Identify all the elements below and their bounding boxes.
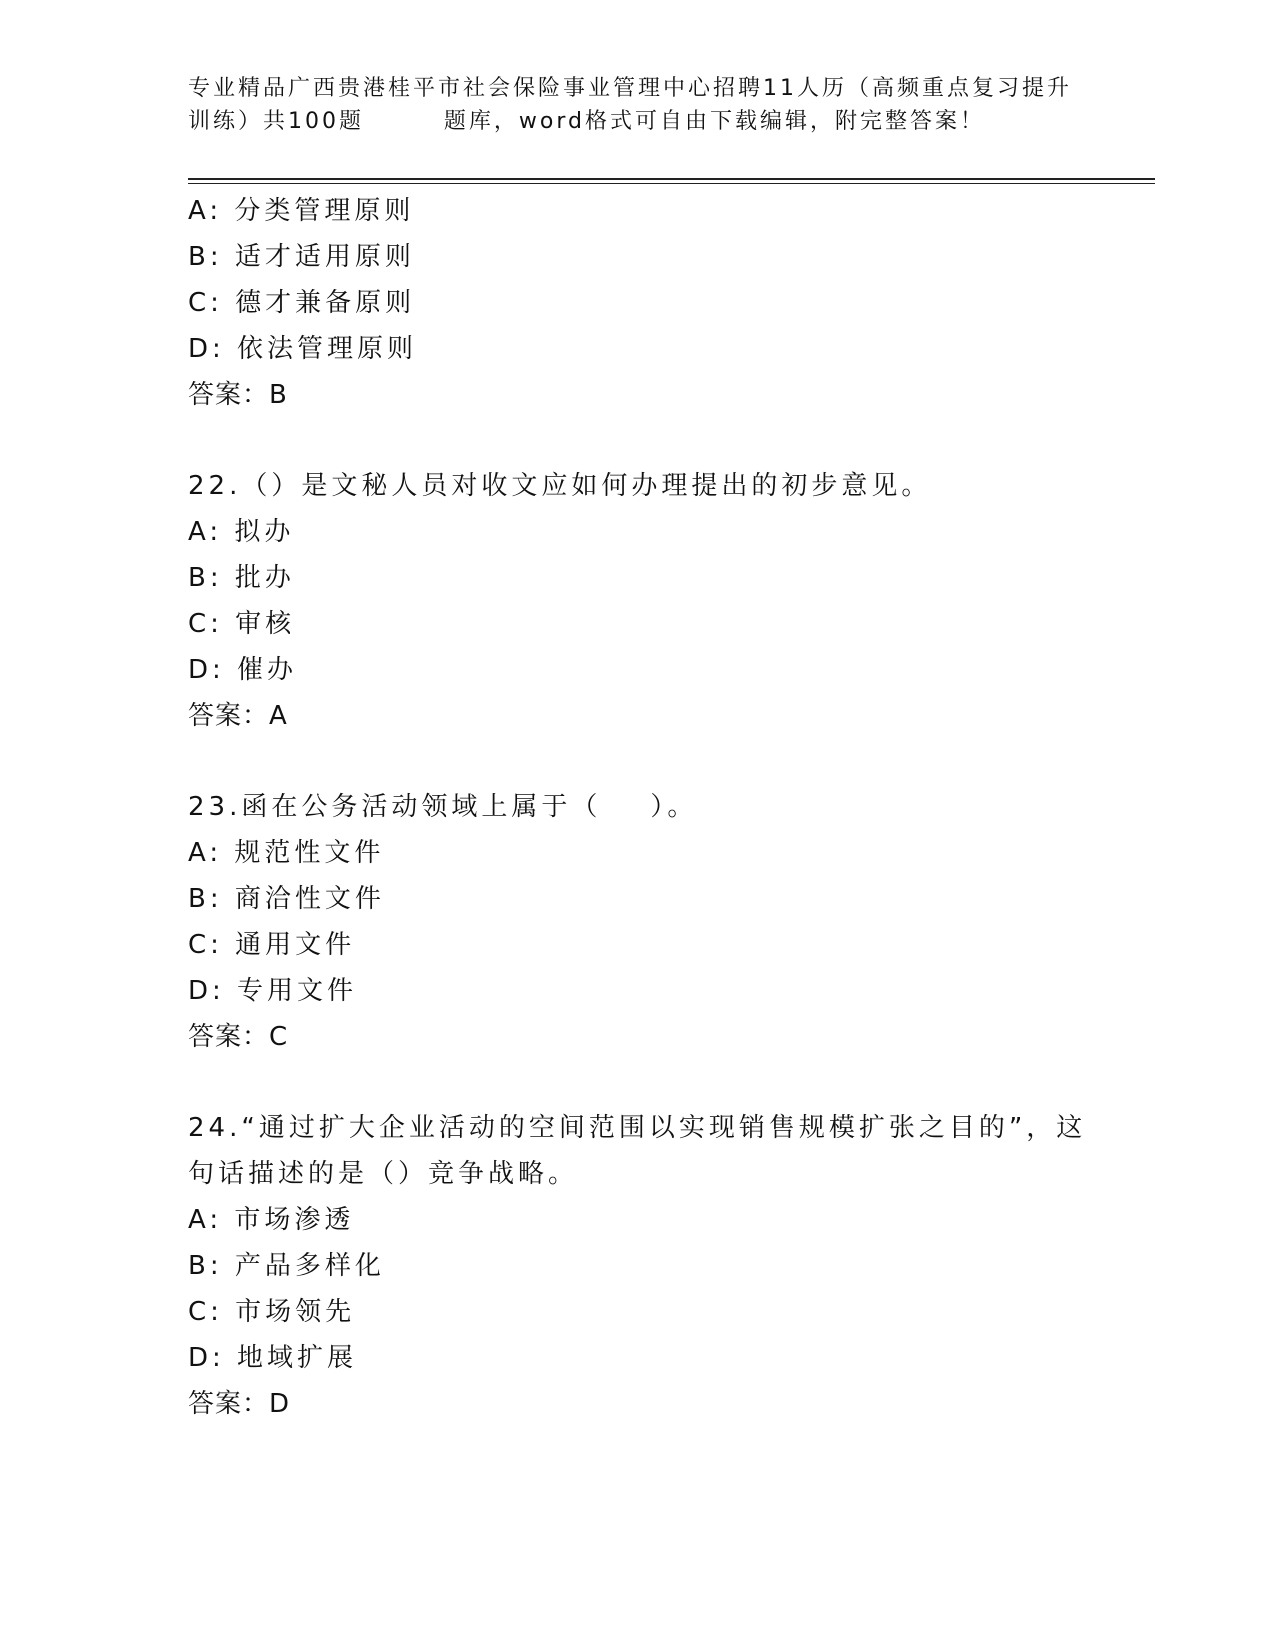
question-list <box>188 188 1088 1427</box>
answer: 答案：A <box>188 701 288 731</box>
option-d: D: 催办 <box>188 655 298 685</box>
option-b: B: 商洽性文件 <box>188 884 385 914</box>
option-d: D: 专用文件 <box>188 976 358 1006</box>
question-22 <box>188 463 1088 739</box>
option-c: C: 市场领先 <box>188 1297 356 1327</box>
option-c: C: 通用文件 <box>188 930 356 960</box>
option-b: B: 产品多样化 <box>188 1251 385 1281</box>
question-stem: 22.（）是文秘人员对收文应如何办理提出的初步意见。 <box>188 471 932 501</box>
question-stem-line-1: 24.“通过扩大企业活动的空间范围以实现销售规模扩张之目的”，这 <box>188 1113 1087 1143</box>
question-21 <box>188 188 1088 418</box>
option-c: C: 德才兼备原则 <box>188 288 416 318</box>
answer: 答案：C <box>188 1022 289 1052</box>
header-line-1: 专业精品广西贵港桂平市社会保险事业管理中心招聘11人历（高频重点复习提升 <box>188 76 1072 101</box>
question-stem-line-2: 句话描述的是（）竞争战略。 <box>188 1159 579 1189</box>
option-a: A: 规范性文件 <box>188 838 385 868</box>
option-a: A: 分类管理原则 <box>188 196 415 226</box>
option-c: C: 审核 <box>188 609 296 639</box>
header-divider-thick <box>188 178 1155 180</box>
header-divider-thin <box>188 183 1155 184</box>
spacer <box>188 418 1088 463</box>
option-a: A: 拟办 <box>188 517 295 547</box>
answer: 答案：D <box>188 1389 291 1419</box>
option-b: B: 批办 <box>188 563 295 593</box>
spacer <box>188 1060 1088 1105</box>
option-d: D: 依法管理原则 <box>188 334 418 364</box>
answer: 答案：B <box>188 380 288 410</box>
question-24 <box>188 1105 1088 1427</box>
header-line-2: 训练）共100题 题库，word格式可自由下载编辑，附完整答案！ <box>188 109 986 134</box>
document-header <box>188 72 1088 138</box>
option-b: B: 适才适用原则 <box>188 242 415 272</box>
question-23 <box>188 784 1088 1060</box>
option-a: A: 市场渗透 <box>188 1205 355 1235</box>
question-stem: 23.函在公务活动领域上属于（ ）。 <box>188 792 698 822</box>
spacer <box>188 739 1088 784</box>
option-d: D: 地域扩展 <box>188 1343 358 1373</box>
